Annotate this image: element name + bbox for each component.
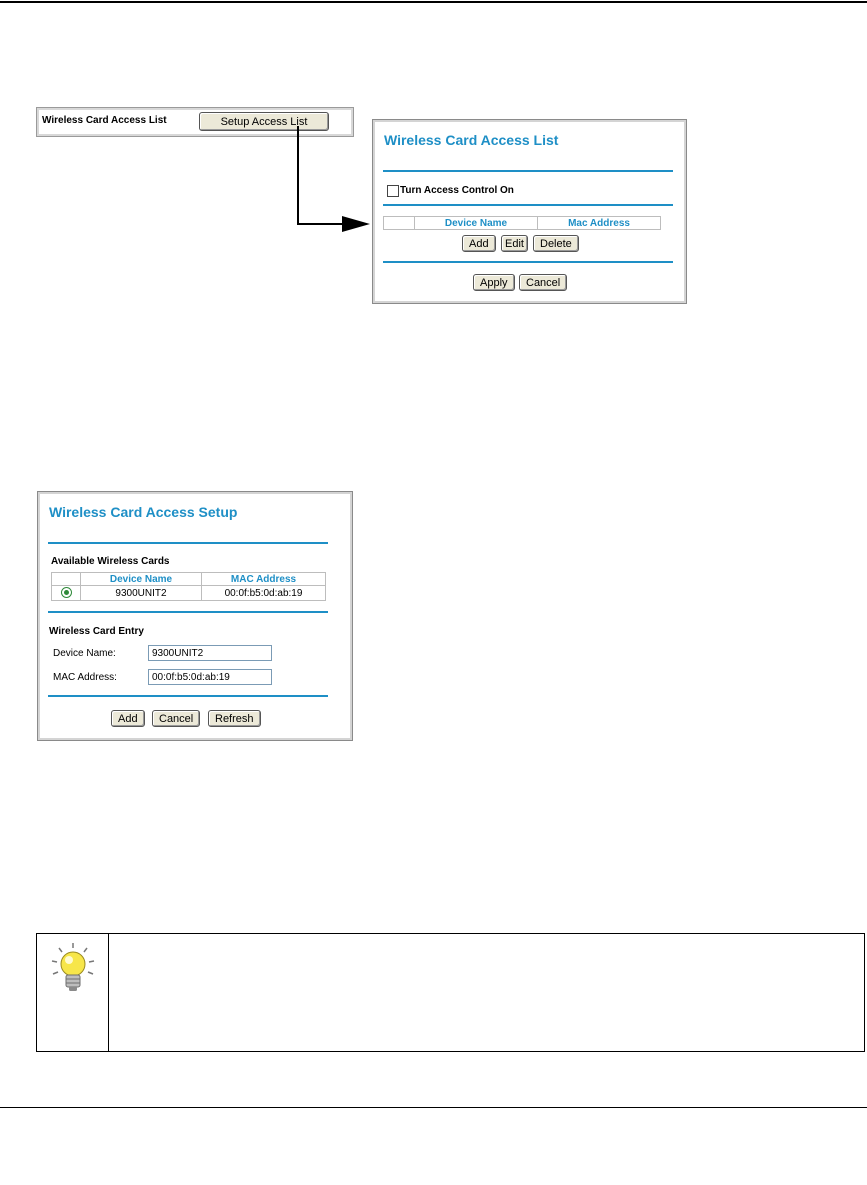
access-list-title: Wireless Card Access List (384, 132, 559, 148)
divider (48, 542, 328, 544)
mac-address-label: MAC Address: (53, 672, 117, 683)
table-header-device-name: Device Name (81, 573, 202, 586)
divider (48, 695, 328, 697)
divider (48, 611, 328, 613)
table-header-device-name: Device Name (415, 217, 538, 230)
entry-heading: Wireless Card Entry (49, 626, 144, 637)
cancel-button[interactable]: Cancel (152, 710, 200, 727)
mac-address-input[interactable] (148, 669, 272, 685)
table-row[interactable] (52, 586, 326, 601)
edit-button[interactable]: Edit (501, 235, 528, 252)
lightbulb-icon (50, 942, 96, 998)
arrow-connector (290, 126, 380, 236)
row-mac-address: 00:0f:b5:0d:ab:19 (202, 586, 326, 601)
access-list-table (383, 216, 661, 230)
bottom-rule (0, 1107, 867, 1108)
available-cards-table (51, 572, 326, 601)
apply-button[interactable]: Apply (473, 274, 515, 291)
table-header-mac-address: Mac Address (538, 217, 661, 230)
device-name-input[interactable] (148, 645, 272, 661)
access-control-label: Turn Access Control On (400, 185, 514, 196)
divider (383, 170, 673, 172)
access-setup-panel (37, 491, 353, 741)
table-header-select (384, 217, 415, 230)
divider (383, 204, 673, 206)
access-control-checkbox[interactable] (387, 185, 399, 197)
device-name-label: Device Name: (53, 648, 116, 659)
access-setup-title: Wireless Card Access Setup (49, 504, 238, 520)
available-cards-heading: Available Wireless Cards (51, 556, 170, 567)
row-device-name: 9300UNIT2 (81, 586, 202, 601)
add-button[interactable]: Add (462, 235, 496, 252)
setup-access-list-button[interactable]: Setup Access List (199, 112, 329, 131)
tip-separator (108, 934, 109, 1051)
table-header-select (52, 573, 81, 586)
cancel-button[interactable]: Cancel (519, 274, 567, 291)
table-header-mac-address: MAC Address (202, 573, 326, 586)
refresh-button[interactable]: Refresh (208, 710, 261, 727)
delete-button[interactable]: Delete (533, 235, 579, 252)
top-rule (0, 1, 867, 3)
tip-box (36, 933, 865, 1052)
divider (383, 261, 673, 263)
row-select-radio[interactable] (61, 587, 72, 598)
access-list-panel (372, 119, 687, 304)
access-list-label: Wireless Card Access List (42, 115, 167, 126)
add-button[interactable]: Add (111, 710, 145, 727)
